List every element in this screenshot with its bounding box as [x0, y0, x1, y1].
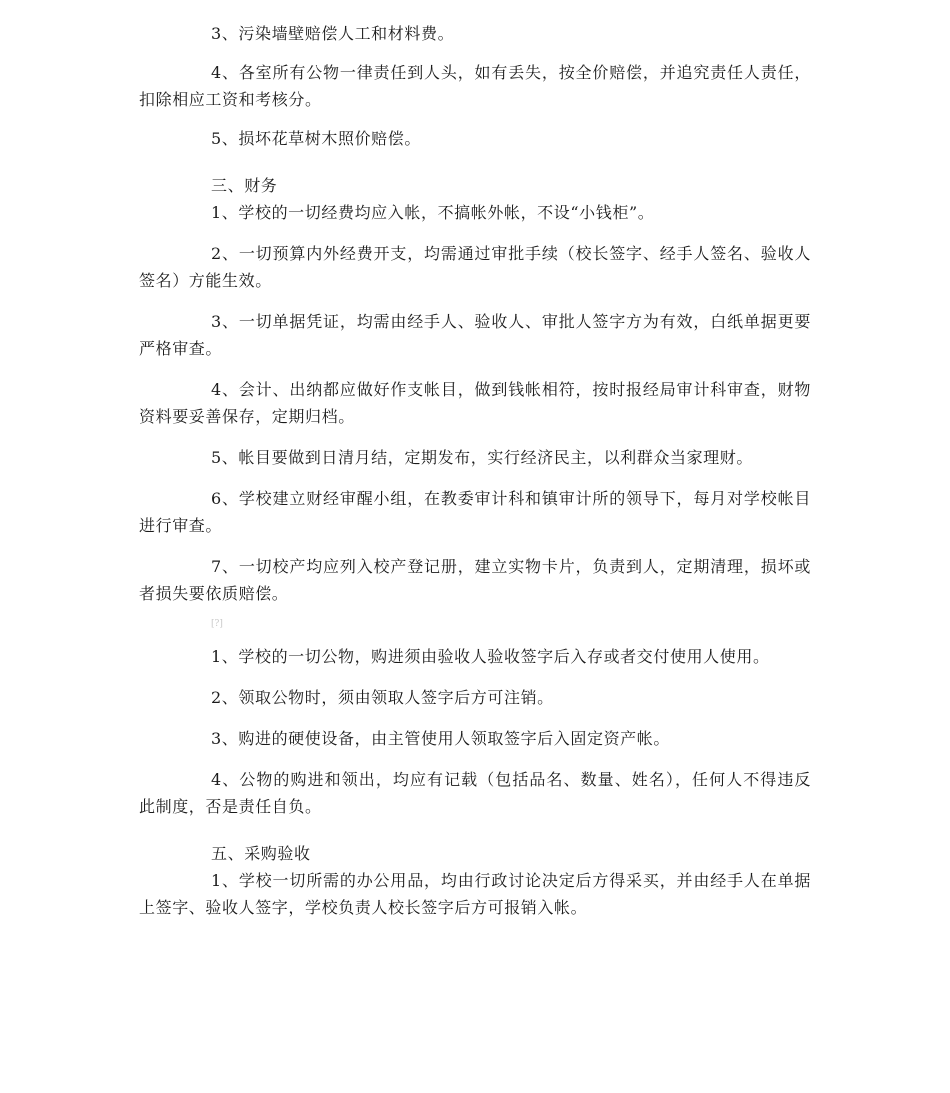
- assets-item-4: 4、公物的购进和领出，均应有记载（包括品名、数量、姓名），任何人不得违反此制度，否是责任自负。: [139, 770, 811, 816]
- finance-item-4: 4、会计、出纳都应做好作支帐目，做到钱帐相符，按时报经局审计科审查，财物资料要妥善保存，定期归档。: [139, 380, 811, 426]
- section-two-item-3: 3、污染墙壁赔偿人工和材料费。: [211, 24, 455, 43]
- section-three-heading: 三、财务: [211, 176, 278, 195]
- document-page: [139, 20, 811, 921]
- finance-item-6: 6、学校建立财经审醒小组，在教委审计科和镇审计所的领导下，每月对学校帐目进行审查。: [139, 489, 811, 535]
- finance-item-2: 2、一切预算内外经费开支，均需通过审批手续（校长签字、经手人签名、验收人签名）方能生效。: [139, 244, 811, 290]
- finance-item-1: 1、学校的一切经费均应入帐，不搞帐外帐，不设“小钱柜”。: [211, 203, 655, 222]
- purchase-item-1: 1、学校一切所需的办公用品，均由行政讨论决定后方得采买，并由经手人在单据上签字、验收人签字，学校负责人校长签字后方可报销入帐。: [139, 871, 811, 917]
- finance-item-7: 7、一切校产均应列入校产登记册，建立实物卡片，负责到人，定期清理，损坏或者损失要依质赔偿。: [139, 557, 811, 603]
- section-four-heading-placeholder: [?]: [211, 619, 223, 629]
- finance-item-5: 5、帐目要做到日清月结，定期发布，实行经济民主，以利群众当家理财。: [211, 448, 753, 467]
- assets-item-1: 1、学校的一切公物，购进须由验收人验收签字后入存或者交付使用人使用。: [211, 647, 770, 666]
- assets-item-3: 3、购进的硬使设备，由主管使用人领取签字后入固定资产帐。: [211, 729, 670, 748]
- section-two-item-5: 5、损坏花草树木照价赔偿。: [211, 129, 421, 148]
- section-two-item-4: 4、各室所有公物一律责任到人头，如有丢失，按全价赔偿，并追究责任人责任，扣除相应工资和考核分。: [139, 63, 811, 109]
- section-five-heading: 五、采购验收: [211, 844, 311, 863]
- assets-item-2: 2、领取公物时，须由领取人签字后方可注销。: [211, 688, 554, 707]
- finance-item-3: 3、一切单据凭证，均需由经手人、验收人、审批人签字方为有效，白纸单据更要严格审查。: [139, 312, 811, 358]
